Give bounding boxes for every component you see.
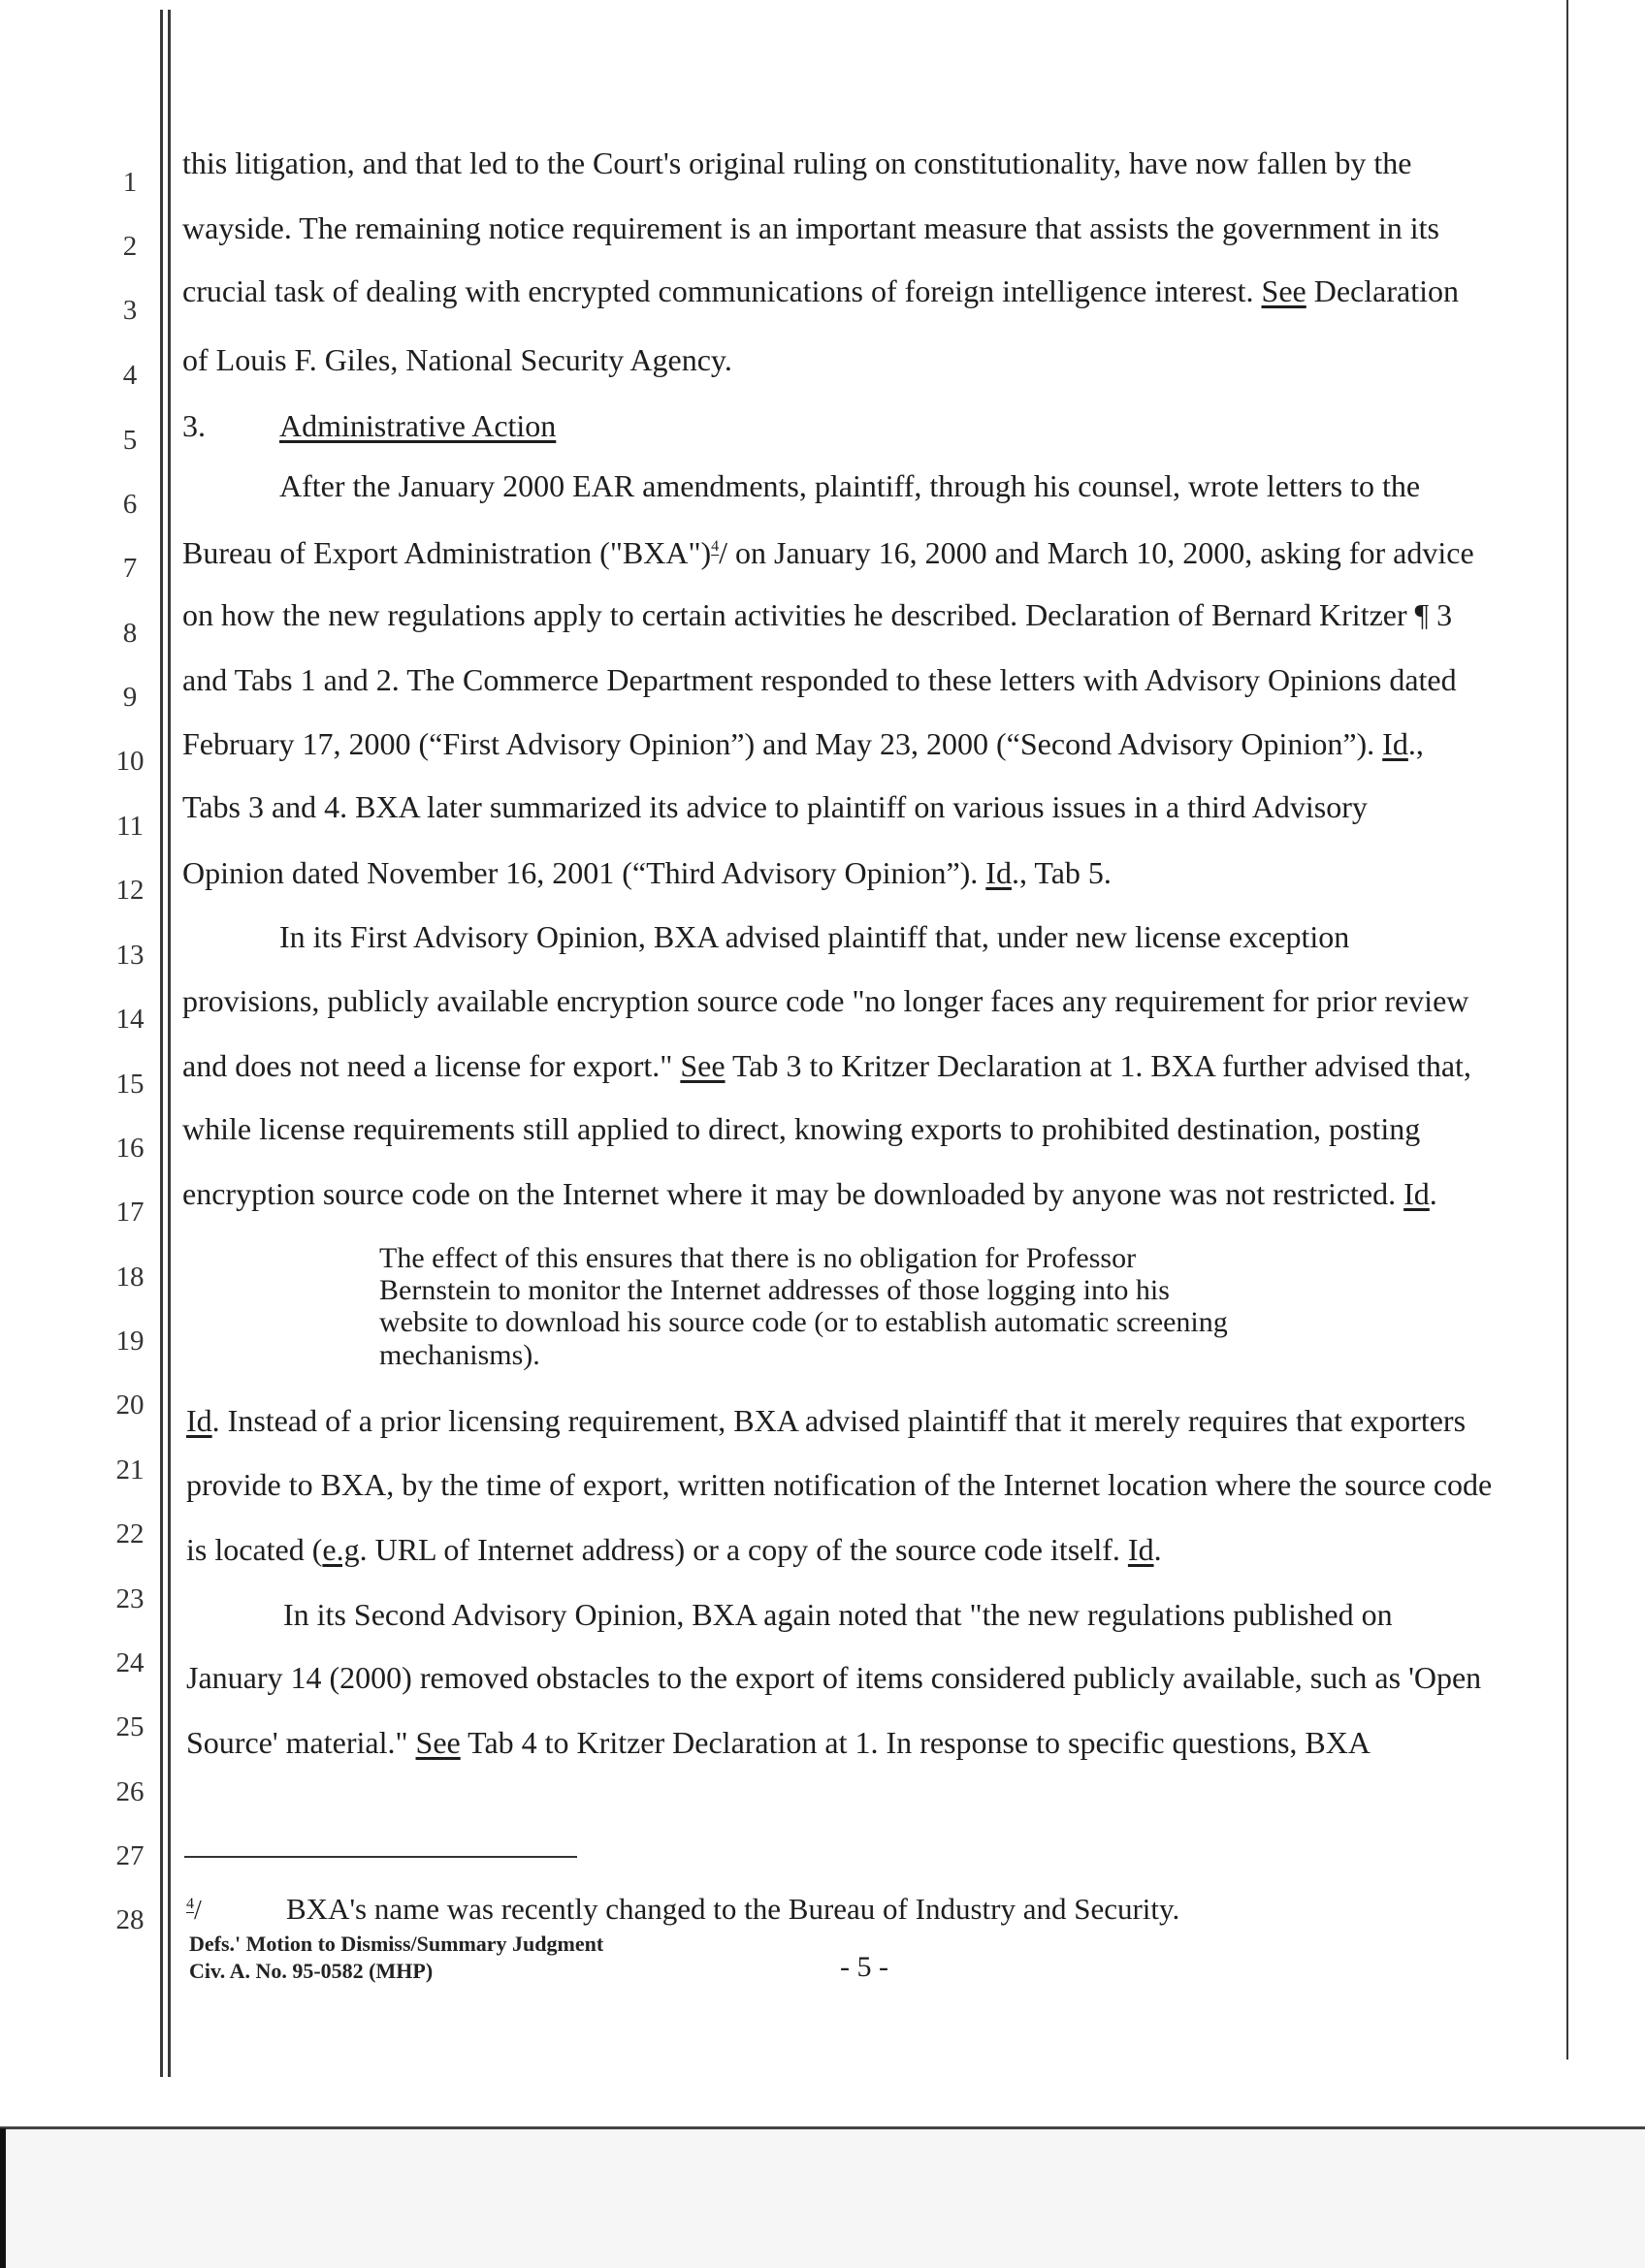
footnote-divider bbox=[184, 1856, 577, 1858]
line-number: 27 bbox=[115, 1840, 145, 1871]
line-number: 5 bbox=[122, 425, 138, 456]
text-line: and Tabs 1 and 2. The Commerce Department responded to these letters with Advisory Opinions dated bbox=[182, 662, 1457, 697]
citation-signal: Id bbox=[1127, 1532, 1154, 1567]
line-number: 3 bbox=[122, 295, 138, 326]
citation-signal: e.g bbox=[322, 1532, 360, 1567]
footnote bbox=[186, 1894, 1179, 1925]
text-line: Source' material." See Tab 4 to Kritzer Declaration at 1. In response to specific questions, BXA bbox=[186, 1725, 1371, 1760]
line-number: 2 bbox=[122, 231, 138, 262]
quote-line: The effect of this ensures that there is no obligation for Professor bbox=[379, 1242, 1137, 1274]
text-line: After the January 2000 EAR amendments, plaintiff, through his counsel, wrote letters to the bbox=[279, 468, 1421, 503]
citation-signal: Id bbox=[1382, 726, 1408, 761]
footnote-reference: 4 bbox=[711, 538, 720, 556]
citation-signal: See bbox=[1261, 273, 1306, 308]
text-line: is located (e.g. URL of Internet address) or a copy of the source code itself. Id. bbox=[186, 1532, 1162, 1567]
line-number: 20 bbox=[115, 1390, 145, 1421]
right-margin-rule bbox=[1566, 0, 1568, 2060]
section-heading-title: Administrative Action bbox=[279, 408, 557, 443]
text-line: In its First Advisory Opinion, BXA advised plaintiff that, under new license exception bbox=[279, 919, 1350, 954]
line-number: 11 bbox=[116, 811, 144, 842]
text-line: provisions, publicly available encryption source code "no longer faces any requirement for prior review bbox=[182, 983, 1469, 1018]
quote-line: website to download his source code (or to establish automatic screening bbox=[379, 1306, 1228, 1338]
section-heading: 3. Administrative Action bbox=[182, 408, 557, 443]
line-number: 24 bbox=[115, 1647, 145, 1678]
line-number: 13 bbox=[115, 940, 145, 971]
page-bottom-edge bbox=[0, 2126, 1645, 2129]
text-line: crucial task of dealing with encrypted communications of foreign intelligence interest. See Declaration bbox=[182, 273, 1459, 308]
footnote-marker: $^4$/ bbox=[186, 1895, 202, 1926]
footer-case-number: Civ. A. No. 95-0582 (MHP) bbox=[189, 1959, 434, 1983]
text-line: encryption source code on the Internet where it may be downloaded by anyone was not restricted. Id. bbox=[182, 1176, 1437, 1211]
line-number: 23 bbox=[115, 1583, 145, 1614]
left-margin-rule-inner bbox=[168, 10, 171, 2077]
line-number: 22 bbox=[115, 1518, 145, 1549]
text-line: Opinion dated November 16, 2001 (“Third Advisory Opinion”). Id., Tab 5. bbox=[182, 855, 1112, 890]
text-line: and does not need a license for export." See Tab 3 to Kritzer Declaration at 1. BXA further advised that, bbox=[182, 1048, 1471, 1083]
text-line: In its Second Advisory Opinion, BXA again noted that "the new regulations published on bbox=[283, 1597, 1393, 1632]
line-number: 25 bbox=[115, 1711, 145, 1742]
citation-signal: See bbox=[415, 1725, 461, 1760]
scan-background bbox=[0, 2127, 1645, 2268]
line-number: 9 bbox=[122, 682, 138, 713]
text-line: Tabs 3 and 4. BXA later summarized its advice to plaintiff on various issues in a third Advisory bbox=[182, 789, 1368, 824]
page-number: - 5 - bbox=[840, 1951, 888, 1983]
text-line: January 14 (2000) removed obstacles to the export of items considered publicly available, such as 'Open bbox=[186, 1660, 1482, 1695]
text-line: on how the new regulations apply to certain activities he described. Declaration of Bernard Kritzer ¶ 3 bbox=[182, 597, 1453, 632]
line-number: 15 bbox=[115, 1069, 145, 1100]
text-line: wayside. The remaining notice requirement is an important measure that assists the government in its bbox=[182, 210, 1439, 245]
text-line: provide to BXA, by the time of export, written notification of the Internet location where the source code bbox=[186, 1467, 1493, 1502]
text-line: Id. Instead of a prior licensing requirement, BXA advised plaintiff that it merely requires that exporters bbox=[186, 1403, 1467, 1438]
line-number: 14 bbox=[115, 1004, 145, 1035]
text-line: this litigation, and that led to the Court's original ruling on constitutionality, have now fallen by the bbox=[182, 145, 1412, 180]
quote-line: mechanisms). bbox=[379, 1339, 540, 1371]
text-line: Bureau of Export Administration ("BXA")$^4$/ on January 16, 2000 and March 10, 2000, asking for advice bbox=[182, 535, 1474, 570]
line-number: 6 bbox=[122, 489, 138, 520]
scan-left-edge bbox=[0, 2128, 6, 2268]
line-number: 28 bbox=[115, 1904, 145, 1935]
left-margin-rule-outer bbox=[160, 10, 163, 2077]
line-number: 17 bbox=[115, 1197, 145, 1228]
footnote-text: BXA's name was recently changed to the Bureau of Industry and Security. bbox=[286, 1892, 1180, 1926]
line-number: 12 bbox=[115, 875, 145, 906]
text-line: February 17, 2000 (“First Advisory Opinion”) and May 23, 2000 (“Second Advisory Opinion”). Id., bbox=[182, 726, 1424, 761]
line-number: 4 bbox=[122, 360, 138, 391]
citation-signal: Id bbox=[1403, 1176, 1430, 1211]
line-number: 7 bbox=[122, 553, 138, 584]
line-number: 16 bbox=[115, 1133, 145, 1164]
line-number: 26 bbox=[115, 1776, 145, 1807]
line-number: 10 bbox=[115, 746, 145, 777]
text-line: of Louis F. Giles, National Security Agency. bbox=[182, 342, 732, 377]
line-number: 1 bbox=[122, 167, 138, 198]
line-number: 18 bbox=[115, 1262, 145, 1293]
citation-signal: Id bbox=[186, 1403, 212, 1438]
citation-signal: Id bbox=[985, 855, 1012, 890]
line-number: 19 bbox=[115, 1326, 145, 1357]
line-number: 21 bbox=[115, 1454, 145, 1485]
quote-line: Bernstein to monitor the Internet addresses of those logging into his bbox=[379, 1274, 1170, 1306]
line-number: 8 bbox=[122, 618, 138, 649]
text-line: while license requirements still applied to direct, knowing exports to prohibited destination, posting bbox=[182, 1111, 1421, 1146]
footer-case-caption: Defs.' Motion to Dismiss/Summary Judgment bbox=[189, 1932, 604, 1956]
citation-signal: See bbox=[680, 1048, 726, 1083]
